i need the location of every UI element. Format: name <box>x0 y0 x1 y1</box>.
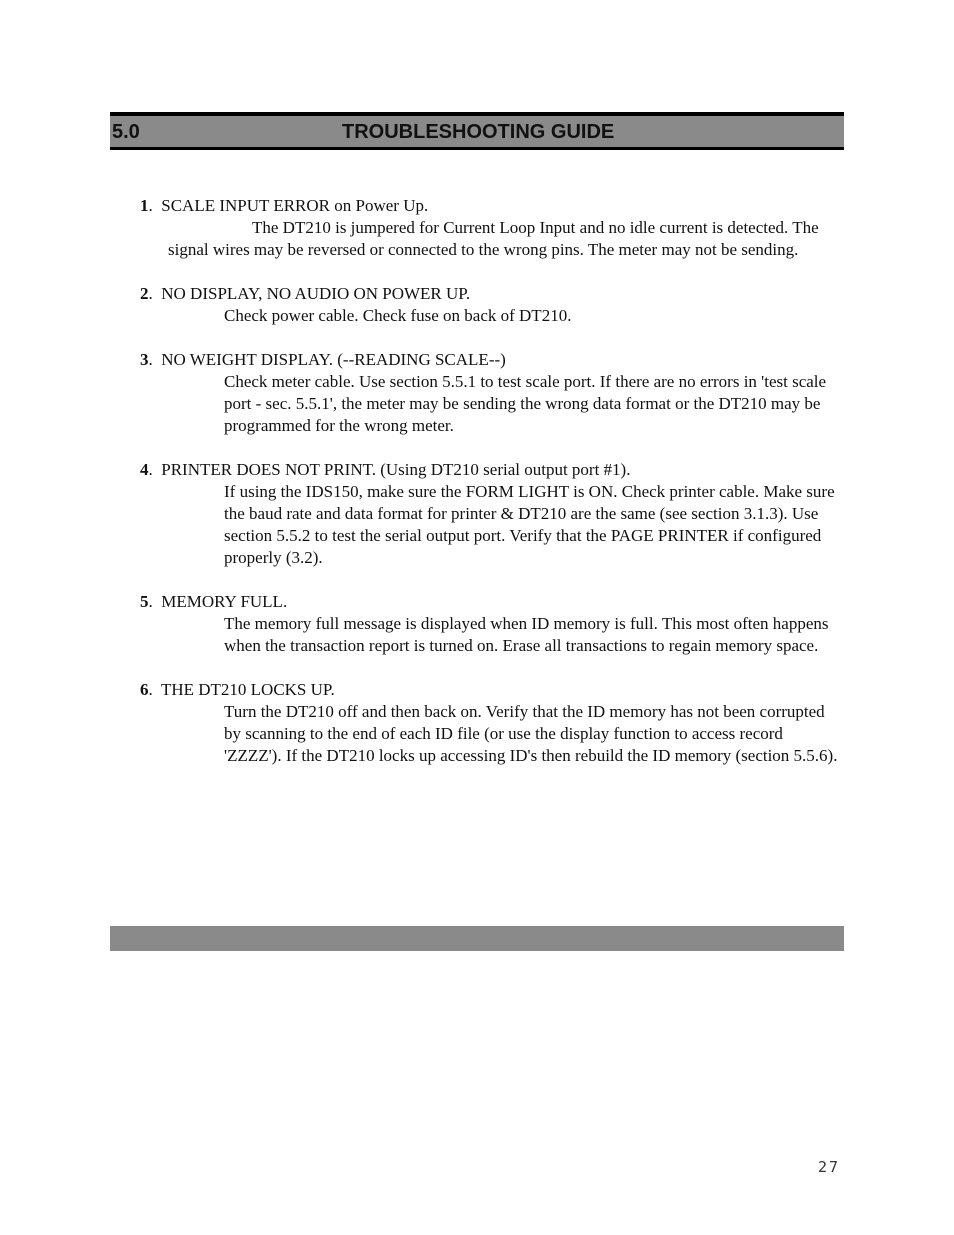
item-title: PRINTER DOES NOT PRINT. (Using DT210 serial output port #1). <box>161 460 631 479</box>
footer-bar <box>110 926 844 951</box>
item-heading: 3. NO WEIGHT DISPLAY. (--READING SCALE--) <box>140 350 506 369</box>
item-number: 4 <box>140 460 149 479</box>
item-title: THE DT210 LOCKS UP. <box>160 680 335 699</box>
list-item <box>140 459 844 569</box>
item-title: MEMORY FULL. <box>161 592 288 611</box>
item-heading: 5. MEMORY FULL. <box>140 592 288 611</box>
item-body: Turn the DT210 off and then back on. Verify that the ID memory has not been corrupted by scanning to the end of each ID file (or use the display function to access record 'ZZZZ'). If the DT210 locks up accessing ID's then rebuild the ID memory (section 5.5.6). <box>224 702 838 765</box>
item-heading: 1. SCALE INPUT ERROR on Power Up. <box>140 196 429 215</box>
item-number: 5 <box>140 592 149 611</box>
section-number: 5.0 <box>112 121 140 143</box>
item-number: 1 <box>140 196 149 215</box>
item-body: The memory full message is displayed when ID memory is full. This most often happens when the transaction report is turned on. Erase all transactions to regain memory space. <box>224 614 829 655</box>
item-title: NO DISPLAY, NO AUDIO ON POWER UP. <box>161 284 471 303</box>
section-title: TROUBLESHOOTING GUIDE <box>342 121 615 143</box>
item-body: Check power cable. Check fuse on back of DT210. <box>224 306 572 325</box>
item-number: 2 <box>140 284 149 303</box>
page-number: 27 <box>818 1158 841 1176</box>
item-title: SCALE INPUT ERROR on Power Up. <box>161 196 429 215</box>
item-body: The DT210 is jumpered for Current Loop Input and no idle current is detected. The signal wires may be reversed or connected to the wrong pins. The meter may not be sending. <box>168 218 819 259</box>
troubleshooting-list <box>140 195 844 789</box>
item-number: 6 <box>140 680 149 699</box>
item-title: NO WEIGHT DISPLAY. (--READING SCALE--) <box>161 350 506 369</box>
item-body: Check meter cable. Use section 5.5.1 to test scale port. If there are no errors in 'test scale port - sec. 5.5.1', the meter may be sending the wrong data format or the DT210 may be programmed for the wrong meter. <box>224 372 827 435</box>
item-body: If using the IDS150, make sure the FORM LIGHT is ON. Check printer cable. Make sure the baud rate and data format for printer & DT210 are the same (see section 3.1.3). Use section 5.5.2 to test the serial output port. Verify that the PAGE PRINTER if configured properly (3.2). <box>224 482 835 567</box>
item-heading: 4. PRINTER DOES NOT PRINT. (Using DT210 serial output port #1). <box>140 460 631 479</box>
list-item <box>140 283 844 327</box>
list-item <box>140 591 844 657</box>
item-heading: 6. THE DT210 LOCKS UP. <box>140 680 335 699</box>
item-heading: 2. NO DISPLAY, NO AUDIO ON POWER UP. <box>140 284 471 303</box>
section-header <box>110 112 844 150</box>
list-item <box>140 349 844 437</box>
list-item <box>140 679 844 767</box>
item-number: 3 <box>140 350 149 369</box>
list-item <box>140 195 844 261</box>
